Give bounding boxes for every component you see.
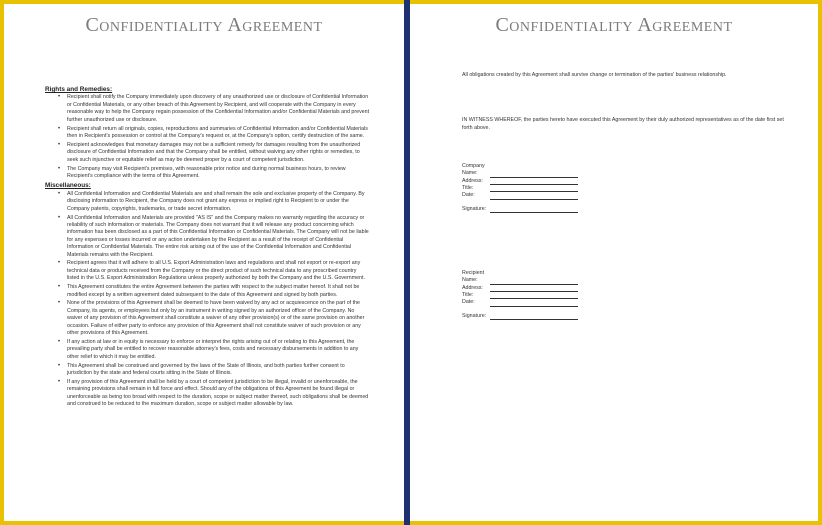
list-item: • Recipient agrees that it will adhere to all U.S. Export Administration laws and regulations and shall not export or re-export any technical data or products received from the Company or the direct product of such technical data to any proscribed country listed in the U.S. Export Administration Regulations unless properly authorized by both the Company and the U.S. Government. — [67, 260, 370, 282]
recipient-name-label: Recipient Name: — [462, 269, 485, 284]
recipient-title-label: Title: — [462, 291, 474, 298]
left-page-body — [45, 84, 370, 410]
recipient-address-line[interactable] — [490, 285, 578, 292]
company-date-line[interactable] — [490, 193, 578, 200]
company-date-label: Date: — [462, 192, 475, 199]
recipient-date-line[interactable] — [490, 300, 578, 307]
recipient-signature-line[interactable] — [490, 313, 578, 320]
survival-clause: All obligations created by this Agreement shall survive change or termination of the parties' business relationship. — [462, 72, 727, 78]
section-rights-remedies — [45, 86, 370, 180]
witness-clause: IN WITNESS WHEREOF, the parties hereto have executed this Agreement by their duly authorized representatives as of the date first set forth above. — [462, 117, 784, 131]
recipient-signature-block — [462, 269, 787, 320]
miscellaneous-list — [45, 191, 370, 409]
company-name-label: Company Name: — [462, 162, 485, 177]
list-item: • Recipient shall notify the Company immediately upon discovery of any unauthorized use or disclosure of Confidential Information or Confidential Materials, or any other breach of this Agreement by Recipient, and will cooperate with the Company in every reasonable way to help the Company regain possession of the Confidential Information and/or Confidential Materials and prevent further unauthorized use or disclosure. — [67, 94, 370, 124]
company-title-line[interactable] — [490, 185, 578, 192]
list-item: • None of the provisions of this Agreement shall be deemed to have been waived by any act or acquiescence on the part of the Company, its agents, or employees but only by an instrument in writing signed by an authorized officer of the Company. No waiver of any provision of this Agreement shall constitute a waiver of any other provision(s) or of the same provision on another occasion. Failure of either party to enforce any provision of this Agreement shall not constitute waiver of such provision or any other provisions of this Agreement. — [67, 300, 370, 337]
recipient-date-label: Date: — [462, 299, 475, 306]
company-signature-block — [462, 162, 787, 213]
company-title-label: Title: — [462, 184, 474, 191]
company-name-line[interactable] — [490, 171, 578, 178]
list-item: • This Agreement constitutes the entire Agreement between the parties with respect to the subject matter hereof. It shall not be modified except by a written agreement dated subsequent to the date of this Agreement and signed by both parties. — [67, 284, 370, 299]
list-item: • Recipient acknowledges that monetary damages may not be a sufficient remedy for damages resulting from the unauthorized disclosure of Confidential Information and that the Company shall be entitled, without waiving any other rights or remedies, to seek such injunctive or equitable relief as may be deemed proper by a court of competent jurisdiction. — [67, 142, 370, 164]
page-title-right: Confidentiality Agreement — [495, 14, 733, 36]
company-address-line[interactable] — [490, 178, 578, 185]
recipient-signature-label: Signature: — [462, 312, 487, 319]
page-title-left: Confidentiality Agreement — [85, 14, 323, 36]
section-heading: Miscellaneous: — [45, 182, 91, 190]
list-item: • The Company may visit Recipient's premises, with reasonable prior notice and during normal business hours, to review Recipient's compliance with the terms of this Agreement. — [67, 166, 370, 181]
document-page-left — [4, 4, 404, 521]
recipient-name-line[interactable] — [490, 278, 578, 285]
company-address-label: Address: — [462, 177, 483, 184]
section-miscellaneous — [45, 182, 370, 408]
list-item: • If any action at law or in equity is necessary to enforce or interpret the rights arising out of or relating to this Agreement, the prevailing party shall be entitled to recover reasonable attorney's fees, costs and necessary disbursements in addition to any other relief to which it may be entitled. — [67, 339, 370, 361]
list-item: • This Agreement shall be construed and governed by the laws of the State of Illinois, and both parties further consent to jurisdiction by the state and federal courts sitting in the State of Illinois. — [67, 363, 370, 378]
list-item: • Recipient shall return all originals, copies, reproductions and summaries of Confidential Information and/or Confidential Materials then in Recipient's possession or control at the Company's request or, at the Company's option, certify destruction of the same. — [67, 126, 370, 141]
document-page-right — [410, 4, 818, 521]
recipient-address-label: Address: — [462, 284, 483, 291]
list-item: • All Confidential Information and Confidential Materials are and shall remain the sole and exclusive property of the Company. By disclosing information to Recipient, the Company does not grant any express or implied right to Recipient to or under the Company patents, copyrights, trademarks, or trade secret information. — [67, 191, 370, 213]
rights-remedies-list — [45, 94, 370, 180]
company-signature-line[interactable] — [490, 206, 578, 213]
recipient-title-line[interactable] — [490, 292, 578, 299]
right-page-body — [462, 72, 787, 320]
list-item: • If any provision of this Agreement shall be held by a court of competent jurisdiction to be illegal, invalid or unenforceable, the remaining provisions shall remain in full force and effect. Should any of the obligations of this Agreement be found illegal or unenforceable as being too broad with respect to the duration, scope or subject matter thereof, such obligations shall be deemed and construed to be reduced to the maximum duration, scope or subject matter allowable by law. — [67, 379, 370, 409]
list-item: • All Confidential Information and Materials are provided "AS IS" and the Company makes no warranty regarding the accuracy or reliability of such information or materials. The Company does not warrant that it will release any product concerning which information has been disclosed as a part of this Confidential Information or Confidential Materials. The Company will not be liable for any expenses or losses incurred or any action undertaken by the Recipient as a result of the receipt of Confidential Information or Confidential Materials. The entire risk arising out of the use of the Confidential Information and Confidential Materials remains with the Recipient. — [67, 215, 370, 259]
company-signature-label: Signature: — [462, 205, 487, 212]
section-heading: Rights and Remedies: — [45, 86, 113, 93]
